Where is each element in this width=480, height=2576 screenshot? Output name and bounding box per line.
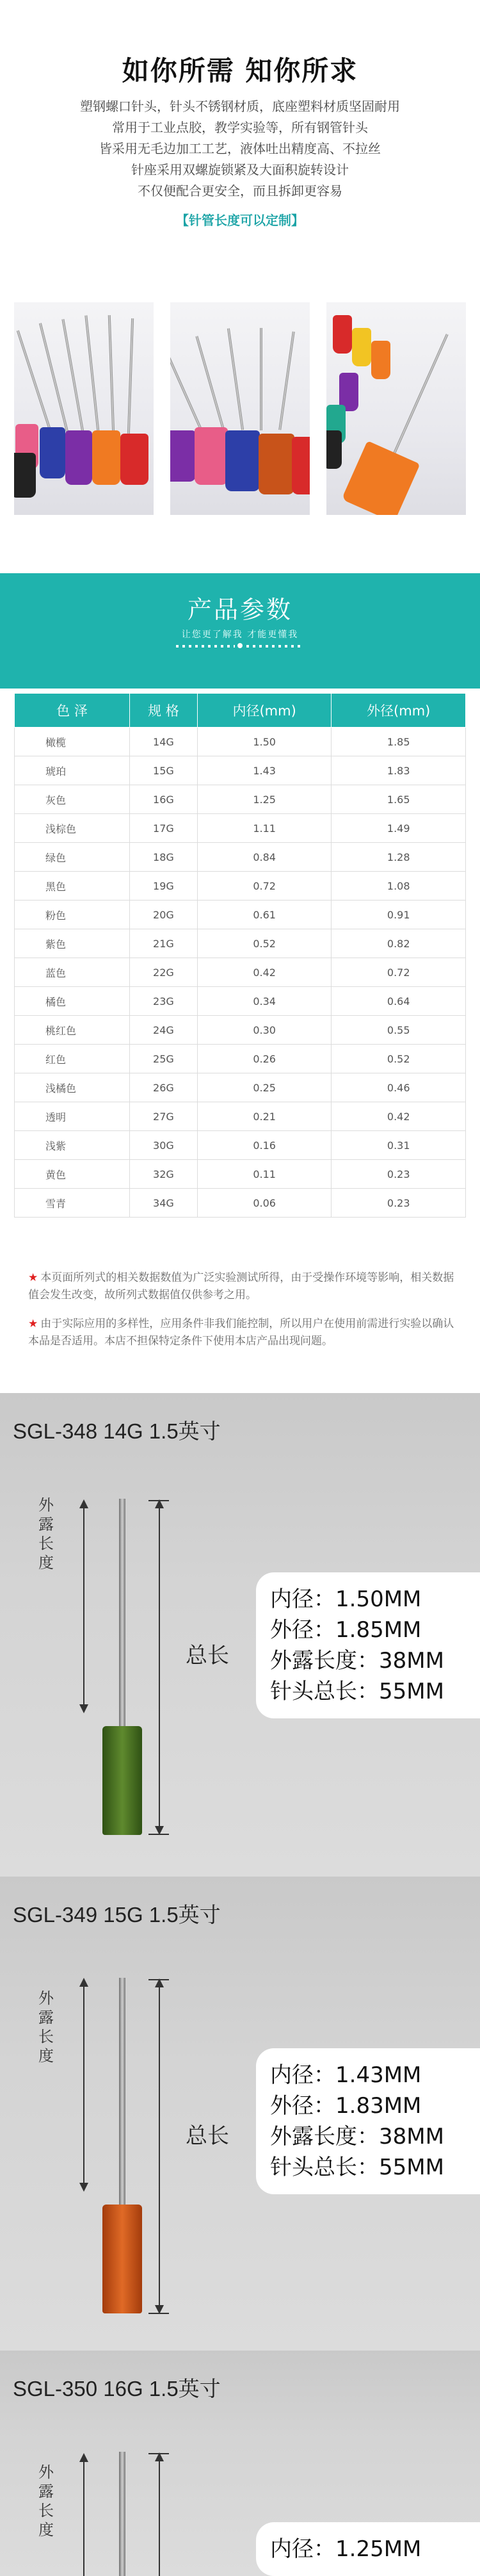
- product-photos: [14, 302, 466, 515]
- cell-color: 橄榄: [15, 728, 130, 756]
- table-row: [15, 1189, 466, 1218]
- intro-line: 皆采用无毛边加工工艺，液体吐出精度高、不拉丝: [99, 141, 381, 156]
- total-length-arrow: [159, 2454, 160, 2576]
- star-icon: ★: [28, 1317, 38, 1330]
- note-item: [28, 1269, 457, 1304]
- cell-outer-diameter: 0.91: [332, 901, 466, 929]
- spec-outer-diameter: 外径：1.83MM: [270, 2093, 422, 2119]
- spec-inner-diameter: 内径：1.25MM: [270, 2536, 422, 2562]
- table-row: [15, 785, 466, 814]
- cell-outer-diameter: 0.82: [332, 929, 466, 958]
- product-title: SGL-350 16G 1.5英寸: [13, 2377, 221, 2401]
- cell-inner-diameter: 0.26: [197, 1045, 332, 1073]
- exposed-length-arrow: [83, 1501, 84, 1712]
- table-row: [15, 1016, 466, 1045]
- exposed-length-label: 外露长度: [38, 1496, 54, 1572]
- cell-inner-diameter: 1.43: [197, 756, 332, 785]
- table-row: [15, 958, 466, 987]
- cell-outer-diameter: 1.28: [332, 843, 466, 872]
- params-table: [14, 693, 466, 1218]
- cell-gauge: 14G: [130, 728, 198, 756]
- exposed-length-label: 外露长度: [38, 1989, 54, 2065]
- exposed-length-arrow: [83, 1979, 84, 2190]
- cell-gauge: 17G: [130, 814, 198, 843]
- total-length-label: 总长: [186, 2123, 229, 2149]
- cell-inner-diameter: 0.61: [197, 901, 332, 929]
- cell-color: 浅橘色: [15, 1073, 130, 1102]
- cell-outer-diameter: 0.46: [332, 1073, 466, 1102]
- cell-outer-diameter: 0.55: [332, 1016, 466, 1045]
- needle-hub: [102, 2205, 142, 2313]
- custom-length-tag: 【针管长度可以定制】: [176, 213, 304, 228]
- cell-gauge: 15G: [130, 756, 198, 785]
- cell-color: 紫色: [15, 929, 130, 958]
- note-text: 本页面所列式的相关数据数值为广泛实验测试所得，由于受操作环境等影响，相关数据值会发生改变，故所列式数据值仅供参考之用。: [28, 1271, 454, 1301]
- spec-box: [256, 2048, 480, 2194]
- needle-shaft: [119, 1978, 125, 2208]
- product-photo-3: [326, 302, 466, 515]
- cell-color: 黑色: [15, 872, 130, 901]
- product-photo-1: [14, 302, 154, 515]
- exposed-length-arrow: [83, 2454, 84, 2576]
- params-title: 产品参数: [187, 596, 292, 624]
- cell-gauge: 30G: [130, 1131, 198, 1160]
- cell-inner-diameter: 1.50: [197, 728, 332, 756]
- cell-gauge: 18G: [130, 843, 198, 872]
- cell-outer-diameter: 1.85: [332, 728, 466, 756]
- params-subtitle: 让您更了解我 才能更懂我: [181, 630, 299, 640]
- spec-box: [256, 2522, 480, 2576]
- cell-color: 浅棕色: [15, 814, 130, 843]
- star-icon: ★: [28, 1271, 38, 1284]
- cell-inner-diameter: 0.06: [197, 1189, 332, 1218]
- table-row: [15, 929, 466, 958]
- table-row: [15, 987, 466, 1016]
- cell-outer-diameter: 0.64: [332, 987, 466, 1016]
- product-panel-350: [0, 2351, 480, 2576]
- cell-outer-diameter: 1.83: [332, 756, 466, 785]
- cell-color: 雪青: [15, 1189, 130, 1218]
- product-photo-2: [170, 302, 310, 515]
- table-row: [15, 901, 466, 929]
- intro-line: 不仅便配合更安全，而且拆卸更容易: [138, 183, 342, 199]
- cell-outer-diameter: 0.31: [332, 1131, 466, 1160]
- notes: [28, 1269, 457, 1362]
- cell-inner-diameter: 0.30: [197, 1016, 332, 1045]
- cell-outer-diameter: 0.72: [332, 958, 466, 987]
- cell-inner-diameter: 0.84: [197, 843, 332, 872]
- cell-inner-diameter: 0.11: [197, 1160, 332, 1189]
- cell-inner-diameter: 0.42: [197, 958, 332, 987]
- cell-gauge: 23G: [130, 987, 198, 1016]
- cell-gauge: 22G: [130, 958, 198, 987]
- column-header-gauge: 规 格: [130, 694, 198, 728]
- divider-dot: [235, 642, 245, 650]
- cell-inner-diameter: 0.72: [197, 872, 332, 901]
- cell-color: 桃红色: [15, 1016, 130, 1045]
- column-header-outer-diameter: 外径(mm): [332, 694, 466, 728]
- cell-gauge: 26G: [130, 1073, 198, 1102]
- cell-outer-diameter: 1.08: [332, 872, 466, 901]
- table-row: [15, 1131, 466, 1160]
- product-panel-348: [0, 1393, 480, 1877]
- cell-color: 琥珀: [15, 756, 130, 785]
- cell-outer-diameter: 0.23: [332, 1189, 466, 1218]
- intro-line: 针座采用双螺旋锁紧及大面积旋转设计: [131, 162, 349, 177]
- exposed-length-label: 外露长度: [38, 2463, 54, 2539]
- needle-hub: [102, 1726, 142, 1835]
- product-panel-349: [0, 1877, 480, 2351]
- cell-color: 绿色: [15, 843, 130, 872]
- cell-inner-diameter: 1.25: [197, 785, 332, 814]
- table-row: [15, 1102, 466, 1131]
- table-row: [15, 872, 466, 901]
- needle-shaft: [119, 2452, 125, 2576]
- table-row: [15, 1045, 466, 1073]
- cell-gauge: 21G: [130, 929, 198, 958]
- cell-inner-diameter: 0.21: [197, 1102, 332, 1131]
- spec-box: [256, 1572, 480, 1718]
- total-length-bottom-tick: [148, 2313, 169, 2314]
- cell-gauge: 34G: [130, 1189, 198, 1218]
- table-row: [15, 1160, 466, 1189]
- intro-section: [0, 0, 480, 564]
- cell-outer-diameter: 0.52: [332, 1045, 466, 1073]
- total-length-bottom-tick: [148, 1834, 169, 1835]
- cell-color: 橘色: [15, 987, 130, 1016]
- table-row: [15, 728, 466, 756]
- product-title: SGL-349 15G 1.5英寸: [13, 1903, 221, 1927]
- cell-inner-diameter: 0.25: [197, 1073, 332, 1102]
- cell-gauge: 25G: [130, 1045, 198, 1073]
- spec-total-length: 针头总长：55MM: [270, 2155, 444, 2180]
- spec-inner-diameter: 内径：1.43MM: [270, 2062, 422, 2088]
- intro-description: [0, 96, 480, 202]
- cell-gauge: 19G: [130, 872, 198, 901]
- cell-color: 黄色: [15, 1160, 130, 1189]
- table-header-row: [15, 694, 466, 728]
- note-item: [28, 1316, 457, 1350]
- cell-gauge: 27G: [130, 1102, 198, 1131]
- total-length-arrow: [159, 1980, 160, 2313]
- spec-total-length: 针头总长：55MM: [270, 1679, 444, 1704]
- cell-inner-diameter: 0.34: [197, 987, 332, 1016]
- intro-title: 如你所需 知你所求: [122, 55, 358, 86]
- cell-color: 透明: [15, 1102, 130, 1131]
- params-header: [0, 573, 480, 689]
- spec-exposed-length: 外露长度：38MM: [270, 2124, 444, 2149]
- cell-outer-diameter: 0.23: [332, 1160, 466, 1189]
- table-row: [15, 1073, 466, 1102]
- cell-color: 粉色: [15, 901, 130, 929]
- cell-gauge: 20G: [130, 901, 198, 929]
- table-row: [15, 843, 466, 872]
- total-length-label: 总长: [186, 1643, 229, 1668]
- cell-outer-diameter: 1.65: [332, 785, 466, 814]
- table-row: [15, 756, 466, 785]
- cell-color: 红色: [15, 1045, 130, 1073]
- intro-line: 塑钢螺口针头，针头不锈钢材质，底座塑料材质坚固耐用: [80, 99, 400, 114]
- cell-outer-diameter: 0.42: [332, 1102, 466, 1131]
- cell-color: 灰色: [15, 785, 130, 814]
- cell-color: 蓝色: [15, 958, 130, 987]
- intro-line: 常用于工业点胶，教学实验等，所有钢管针头: [112, 120, 368, 135]
- cell-inner-diameter: 0.52: [197, 929, 332, 958]
- product-title: SGL-348 14G 1.5英寸: [13, 1419, 221, 1443]
- total-length-arrow: [159, 1501, 160, 1834]
- table-body: [15, 728, 466, 1218]
- column-header-color: 色 泽: [15, 694, 130, 728]
- cell-outer-diameter: 1.49: [332, 814, 466, 843]
- cell-gauge: 24G: [130, 1016, 198, 1045]
- table-row: [15, 814, 466, 843]
- cell-inner-diameter: 0.16: [197, 1131, 332, 1160]
- column-header-inner-diameter: 内径(mm): [197, 694, 332, 728]
- spec-exposed-length: 外露长度：38MM: [270, 1648, 444, 1674]
- cell-color: 浅紫: [15, 1131, 130, 1160]
- cell-inner-diameter: 1.11: [197, 814, 332, 843]
- spec-outer-diameter: 外径：1.85MM: [270, 1617, 422, 1643]
- cell-gauge: 16G: [130, 785, 198, 814]
- spec-inner-diameter: 内径：1.50MM: [270, 1586, 422, 1612]
- needle-shaft: [119, 1499, 125, 1729]
- note-text: 由于实际应用的多样性，应用条件非我们能控制，所以用户在使用前需进行实验以确认本品是否适用。本店不担保特定条件下使用本店产品出现问题。: [28, 1317, 454, 1348]
- cell-gauge: 32G: [130, 1160, 198, 1189]
